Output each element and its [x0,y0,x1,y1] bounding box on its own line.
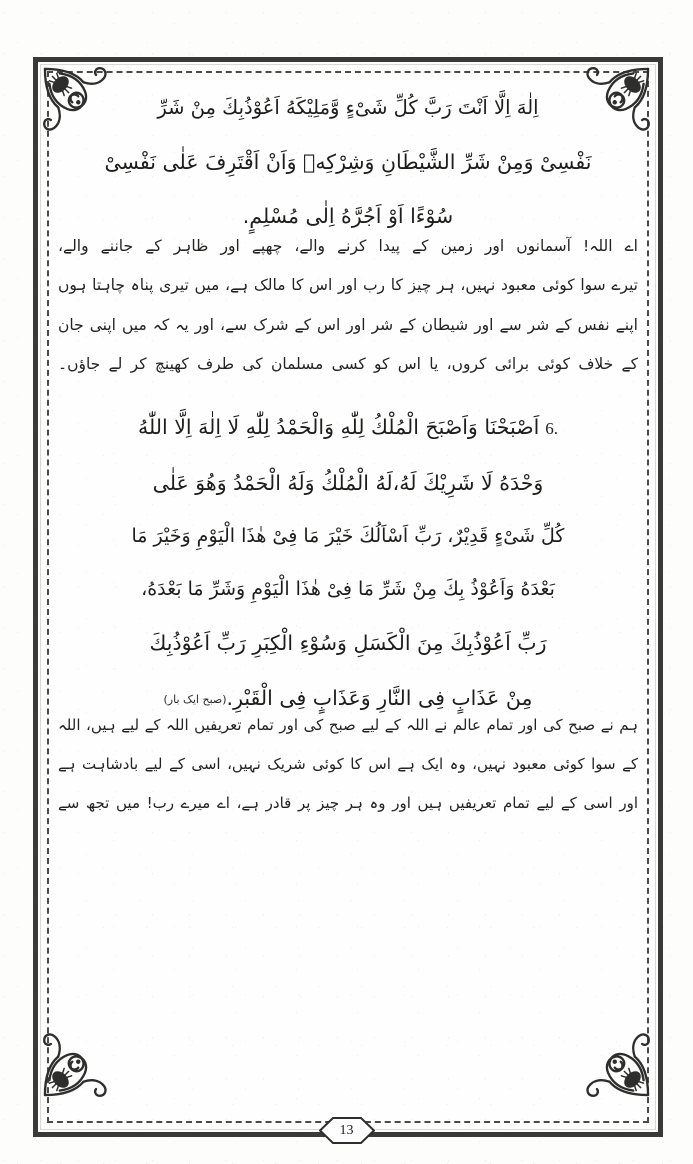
urdu-line: اور اسی کے لیے تمام تعریفیں ہیں اور وہ ہر چیز پر قادر ہے، اے میرے رب! میں تجھ سے [58,794,638,812]
dua-continued-arabic [58,98,638,227]
page-content [58,84,638,1108]
urdu-line: کے خلاف کوئی برائی کروں، یا اس کو کسی مسلمان کی طرف کھینچ کر لے جاؤں۔ [58,355,638,373]
arabic-line: نَفْسِىْ وَمِنْ شَرِّ الشَّيْطَانِ وَشِرْكِهٖ وَاَنْ اَقْتَرِفَ عَلٰى نَفْسِىْ [104,149,592,174]
arabic-line: اَصْبَحْنَا وَاَصْبَحَ الْمُلْكُ لِلّٰهِ وَالْحَمْدُ لِلّٰهِ لَا اِلٰهَ اِلَّا اللّٰهُ [137,414,540,439]
dua-number-label: 6. [545,418,559,438]
urdu-line: کے سوا کوئی معبود نہیں، وہ ایک ہے اس کا کوئی شریک نہیں، اسی کے لیے بادشاہت ہے [58,755,638,773]
dua-6-urdu-translation [58,718,638,811]
arabic-line: بَعْدَهُ وَاَعُوْذُ بِكَ مِنْ شَرِّ مَا فِىْ هٰذَا الْيَوْمِ وَشَرِّ مَا بَعْدَهُ، [141,578,555,600]
dua-6-first-line [58,414,638,439]
dua-6-last-line [58,685,638,710]
arabic-line: كُلِّ شَىْءٍ قَدِيْرٌ، رَبِّ اَسْاَلُكَ خَيْرَ مَا فِىْ هٰذَا الْيَوْمِ وَخَيْرَ مَا [131,525,565,547]
urdu-line: اپنے نفس کے شر سے اور شیطان کے شر اور اس کے شرک سے، اور یہ کہ میں اپنی جان [58,315,638,334]
arabic-line: مِنْ عَذَابٍ فِى النَّارِ وَعَذَابٍ فِى الْقَبْرِ. [226,685,533,710]
dua-6-arabic [58,414,638,710]
urdu-line: تیرے سوا کوئی معبود نہیں، ہر چیز کا رب اور اس کا مالک ہے، میں تیری پناہ چاہتا ہوں [58,276,638,294]
page-number: 13 [339,1122,354,1138]
urdu-line: ہم نے صبح کی اور تمام عالم نے اللہ کے لیے صبح کی اور تمام تعریفیں اللہ کے لیے ہیں، اللہ [58,716,638,734]
dua-continued-urdu-translation [58,236,638,373]
urdu-line: اے اللہ! آسمانوں اور زمین کے پیدا کرنے والے، چھپے اور ظاہر کے جاننے والے، [58,236,638,255]
arabic-line: سُوْءًا اَوْ اَجُرَّهُ اِلٰى مُسْلِمٍ. [242,204,454,228]
arabic-line: وَحْدَهُ لَا شَرِيْكَ لَهُ،لَهُ الْمُلْكُ وَلَهُ الْحَمْدُ وَهُوَ عَلٰى [152,470,544,495]
page-number-badge [319,1117,375,1144]
repetition-note: (صبح ایک بار) [163,692,227,706]
arabic-line: اِلٰهَ اِلَّا اَنْتَ رَبَّ كُلِّ شَىْءٍ وَّمَلِيْكَهُ اَعُوْذُبِكَ مِنْ شَرِّ [157,96,539,119]
arabic-line: رَبِّ اَعُوْذُبِكَ مِنَ الْكَسَلِ وَسُوْءِ الْكِبَرِ رَبِّ اَعُوْذُبِكَ [149,631,547,655]
